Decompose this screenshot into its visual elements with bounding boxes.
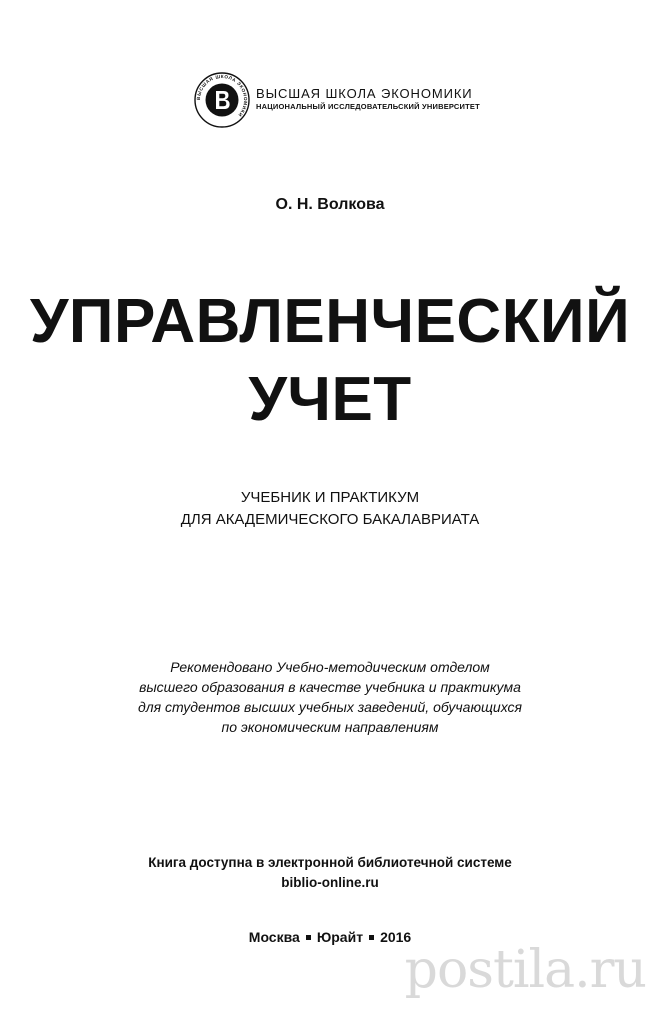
availability-note [0, 853, 660, 893]
author-name: О. Н. Волкова [275, 196, 385, 213]
publisher-name: ВЫСШАЯ ШКОЛА ЭКОНОМИКИ [256, 86, 473, 101]
book-title-line-1: УПРАВЛЕНЧЕСКИЙ [29, 287, 631, 356]
book-title [0, 283, 660, 439]
book-subtitle-line-1: УЧЕБНИК И ПРАКТИКУМ [240, 489, 420, 506]
availability-line: Книга доступна в электронной библиотечной системе [148, 855, 512, 870]
imprint-publisher: Юрайт [316, 929, 364, 945]
bullet-separator-icon [306, 935, 311, 940]
watermark: postila.ru [404, 940, 646, 1000]
recommendation-line: по экономическим направлениям [221, 719, 439, 735]
publisher-block [194, 72, 494, 128]
library-url: biblio-online.ru [281, 875, 379, 890]
imprint-city: Москва [248, 929, 300, 945]
recommendation-line: высшего образования в качестве учебника и практикума [139, 679, 521, 695]
bullet-separator-icon [369, 935, 374, 940]
recommendation-line: для студентов высших учебных заведений, обучающихся [137, 699, 523, 715]
book-subtitle [0, 487, 660, 531]
recommendation-line: Рекомендовано Учебно-методическим отделом [170, 659, 490, 675]
hse-logo-icon [194, 72, 250, 128]
imprint-year: 2016 [380, 929, 412, 945]
book-subtitle-line-2: ДЛЯ АКАДЕМИЧЕСКОГО БАКАЛАВРИАТА [180, 511, 480, 528]
book-title-line-2: УЧЕТ [248, 365, 412, 434]
recommendation-text [0, 657, 660, 737]
publisher-subtitle: НАЦИОНАЛЬНЫЙ ИССЛЕДОВАТЕЛЬСКИЙ УНИВЕРСИТЕТ [256, 102, 480, 111]
seal-text: ВЫСШАЯ ШКОЛА ЭКОНОМИКИ [195, 73, 249, 118]
